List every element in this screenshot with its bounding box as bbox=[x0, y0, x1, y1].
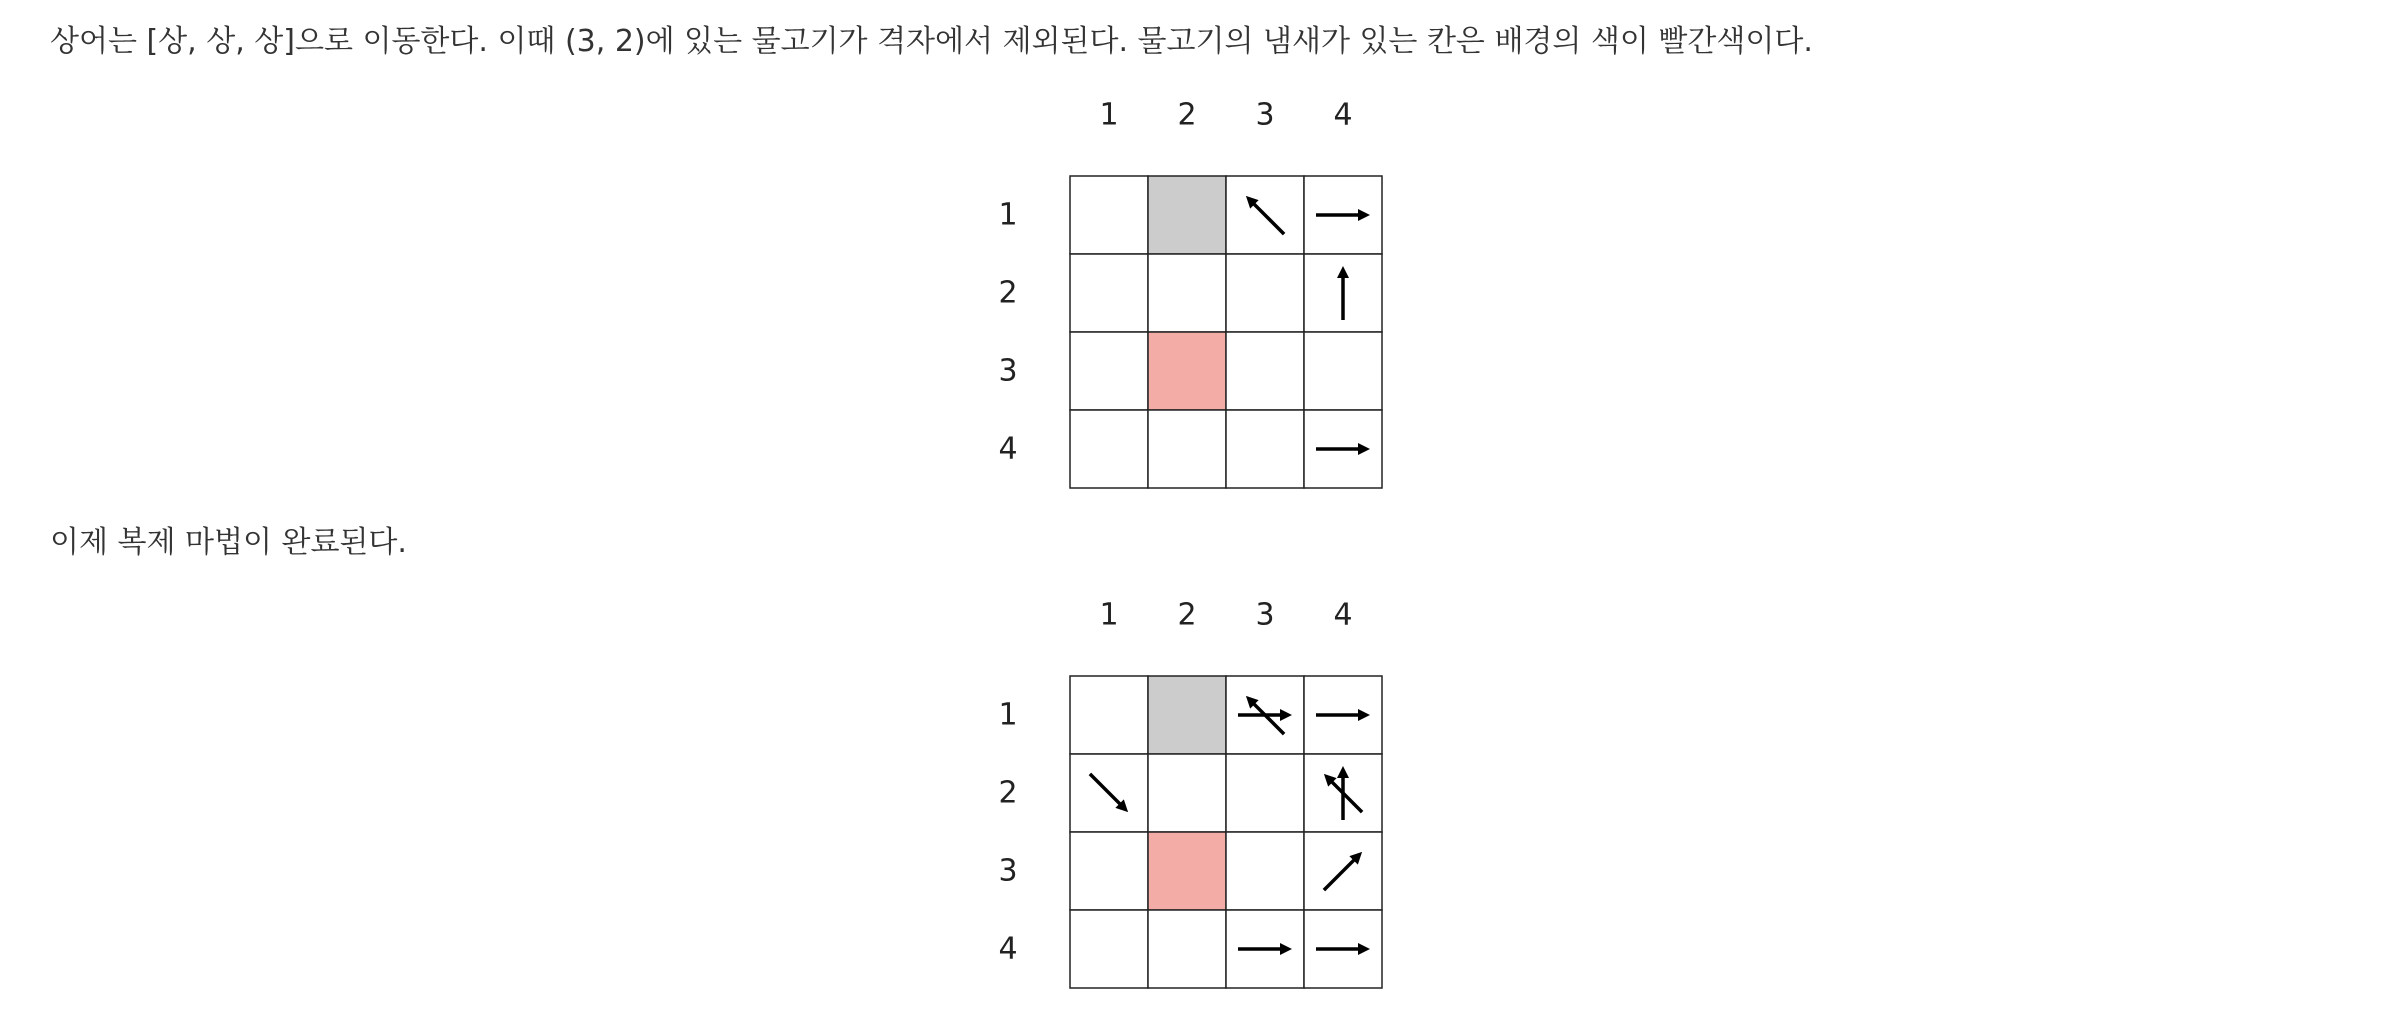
grid-figure-1 bbox=[980, 82, 1400, 494]
grid-cell bbox=[1148, 910, 1226, 988]
grid-cell bbox=[1148, 410, 1226, 488]
description-paragraph-1: 상어는 [상, 상, 상]으로 이동한다. 이때 (3, 2)에 있는 물고기가 격자에서 제외된다. 물고기의 냄새가 있는 칸은 배경의 색이 빨간색이다. bbox=[50, 24, 1813, 59]
grid-cell bbox=[1226, 754, 1304, 832]
col-header: 1 bbox=[1099, 597, 1119, 633]
col-header: 2 bbox=[1177, 597, 1197, 633]
grid-cell bbox=[1070, 676, 1148, 754]
grid-cell bbox=[1070, 254, 1148, 332]
row-header: 3 bbox=[998, 353, 1018, 389]
grid-figure-2 bbox=[980, 582, 1400, 994]
col-header: 1 bbox=[1099, 97, 1119, 133]
row-header: 3 bbox=[998, 853, 1018, 889]
col-header: 3 bbox=[1255, 597, 1275, 633]
row-header: 1 bbox=[998, 197, 1018, 233]
col-header: 3 bbox=[1255, 97, 1275, 133]
col-header: 2 bbox=[1177, 97, 1197, 133]
grid-svg-1 bbox=[980, 82, 1400, 494]
row-header: 2 bbox=[998, 775, 1018, 811]
grid-cell bbox=[1070, 332, 1148, 410]
grid-cell bbox=[1226, 410, 1304, 488]
grid-svg-2 bbox=[980, 582, 1400, 994]
grid-cell bbox=[1226, 332, 1304, 410]
smell-cell bbox=[1148, 832, 1226, 910]
grid-cell bbox=[1148, 254, 1226, 332]
grid-cell bbox=[1304, 332, 1382, 410]
shark-cell bbox=[1148, 676, 1226, 754]
grid-cell bbox=[1148, 754, 1226, 832]
col-header: 4 bbox=[1333, 597, 1353, 633]
grid-cell bbox=[1070, 910, 1148, 988]
description-paragraph-2: 이제 복제 마법이 완료된다. bbox=[50, 525, 407, 560]
row-header: 2 bbox=[998, 275, 1018, 311]
shark-cell bbox=[1148, 176, 1226, 254]
col-header: 4 bbox=[1333, 97, 1353, 133]
grid-cell bbox=[1226, 832, 1304, 910]
row-header: 4 bbox=[998, 931, 1018, 967]
grid-cell bbox=[1070, 410, 1148, 488]
grid-cell bbox=[1070, 176, 1148, 254]
row-header: 1 bbox=[998, 697, 1018, 733]
grid-cell bbox=[1226, 254, 1304, 332]
grid-cell bbox=[1070, 832, 1148, 910]
row-header: 4 bbox=[998, 431, 1018, 467]
smell-cell bbox=[1148, 332, 1226, 410]
